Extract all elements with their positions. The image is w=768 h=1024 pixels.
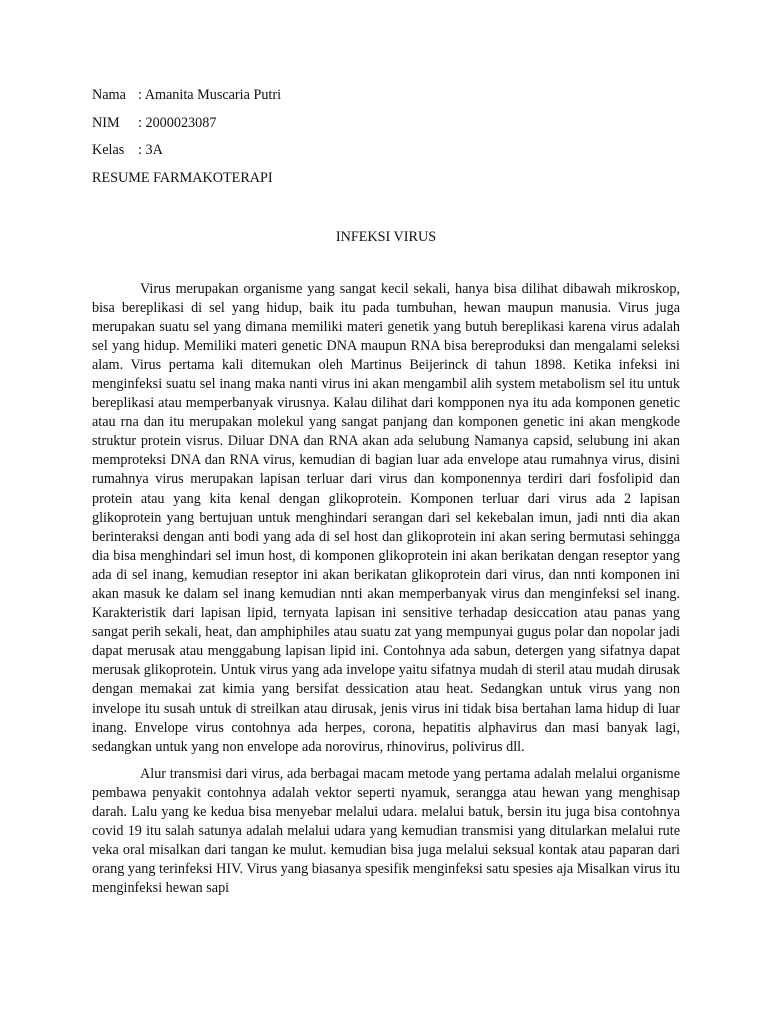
document-page	[92, 86, 680, 899]
resume-title: RESUME FARMAKOTERAPI	[92, 169, 273, 186]
nim-label: NIM	[92, 114, 120, 131]
student-nim-line	[92, 114, 680, 132]
class-value: : 3A	[138, 142, 163, 158]
class-label: Kelas	[92, 142, 125, 158]
document-title: INFEKSI VIRUS	[335, 228, 437, 245]
body-paragraph: Alur transmisi dari virus, ada berbagai macam metode yang pertama adalah melalui organisme pembawa penyakit contohnya adalah vektor seperti nyamuk, serangga atau hewan yang menghisap darah. Lalu yang ke kedua bisa menyebar melalui udara. melalui batuk, bersin itu juga bisa contohnya covid 19 itu salah satunya adalah melalui udara yang kemudian transmisi yang ditularkan melalui rute veka oral misalkan dari tangan ke mulut. kemudian bisa juga melalui seksual kontak atau paparan dari orang yang terinfeksi HIV. Virus yang biasanya spesifik menginfeksi satu spesies aja Misalkan virus itu menginfeksi hewan sapi	[92, 765, 680, 897]
student-class-line	[92, 141, 680, 159]
student-name-line	[92, 86, 680, 104]
body-paragraph: Virus merupakan organisme yang sangat kecil sekali, hanya bisa dilihat dibawah mikroskop, bisa bereplikasi di sel yang hidup, baik itu pada tumbuhan, hewan maupun manusia. Virus juga merupakan suatu sel yang dimana memiliki materi genetik yang butuh bereplikasi karena virus adalah sel yang hidup. Memiliki materi genetic DNA maupun RNA bisa bereproduksi dan mengalami seleksi alam. Virus pertama kali ditemukan oleh Martinus Beijerinck di tahun 1898. Ketika infeksi ini menginfeksi suatu sel inang maka nanti virus ini akan mengambil alih system metabolism sel itu untuk bereplikasi atau memperbanyak virusnya. Kalau dilihat dari kompponen nya itu ada komponen genetic atau rna dan itu merupakan molekul yang sangat panjang dan komponen genetic ini akan mengkode struktur protein visrus. Diluar DNA dan RNA akan ada selubung Namanya capsid, selubung ini akan memproteksi DNA dan RNA virus, kemudian di bagian luar ada envelope atau rumahnya virus, disini rumahnya virus merupakan lapisan terluar dari virus dan komponennya terdiri dari fosfolipid dan protein atau yang kita kenal dengan glikoprotein. Komponen terluar dari virus ada 2 lapisan glikoprotein yang bertujuan untuk menghindari serangan dari sel kekebalan imun, jadi nnti dia akan berinteraksi dengan anti bodi yang ada di sel host dan glikoprotein ini akan sering bermutasi sehingga dia bisa menghindari sel imun host, di komponen glikoprotein ini akan berikatan dengan reseptor yang ada di sel inang, kemudian reseptor ini akan berikatan glikoprotein dari virus, dan nnti komponen ini akan masuk ke dalam sel inang kemudian nnti akan memperbanyak virus dan menginfeksi sel inang. Karakteristik dari lapisan lipid, ternyata lapisan ini sensitive terhadap desiccation atau panas yang sangat perih sekali, heat, dan amphiphiles atau suatu zat yang mempunyai gugus polar dan nopolar jadi dapat merusak atau menggabung lapisan lipid ini. Contohnya ada sabun, detergen yang sifatnya dapat merusak glikoprotein. Untuk virus yang ada invelope yaitu sifatnya mudah di steril atau mudah dirusak dengan memakai zat kimia yang bersifat dessication atau heat. Sedangkan untuk virus yang non invelope itu susah untuk di streilkan atau dirusak, jenis virus ini tidak bisa bertahan lama hidup di luar inang. Envelope virus contohnya ada herpes, corona, hepatitis alphavirus dan masi banyak lagi, sedangkan untuk yang non envelope ada norovirus, rhinovirus, polivirus dll.	[92, 280, 680, 755]
nim-value: : 2000023087	[138, 114, 217, 131]
name-value: : Amanita Muscaria Putri	[138, 87, 282, 103]
name-label: Nama	[92, 87, 126, 103]
